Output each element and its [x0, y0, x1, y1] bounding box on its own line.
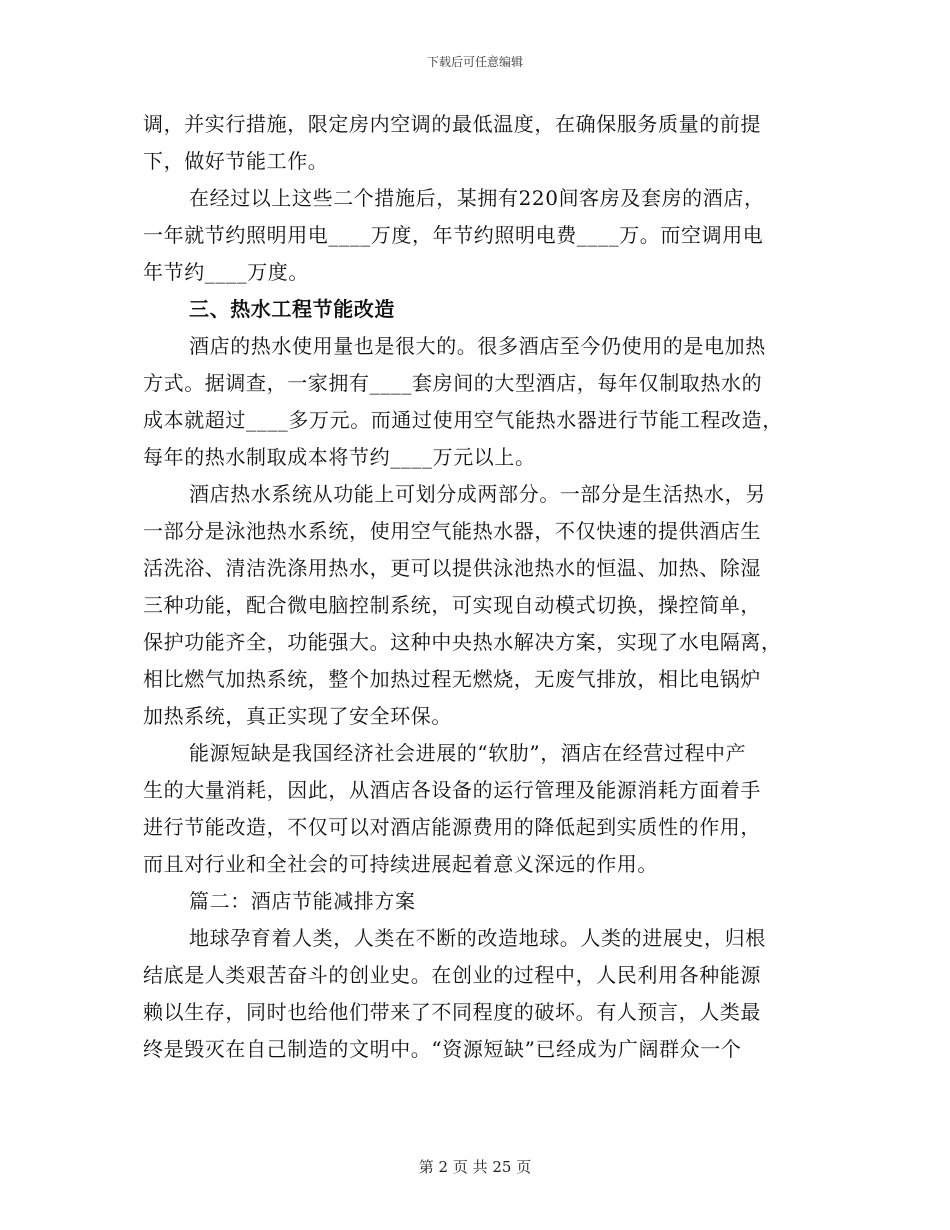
- article-subtitle: 篇二：酒店节能减排方案: [189, 889, 416, 913]
- text-line: 一年就节约照明用电____万度，年节约照明电费____万。而空调用电: [143, 223, 764, 247]
- text-line: 调，并实行措施，限定房内空调的最低温度，在确保服务质量的前提: [143, 112, 761, 136]
- text-line: 三种功能，配合微电脑控制系统，可实现自动模式切换，操控简单，: [143, 593, 761, 617]
- text-line: 下，做好节能工作。: [143, 149, 329, 173]
- text-line: 终是毁灭在自己制造的文明中。“资源短缺”已经成为广阔群众一个: [143, 1037, 742, 1061]
- text-line: 生的大量消耗，因此，从酒店各设备的运行管理及能源消耗方面着手: [143, 778, 761, 802]
- text-line: 活洗浴、清洁洗涤用热水，更可以提供泳池热水的恒温、加热、除湿: [143, 556, 761, 580]
- page-footer: 第 2 页 共 25 页: [418, 1158, 532, 1176]
- text-line: 相比燃气加热系统，整个加热过程无燃烧，无废气排放，相比电锅炉: [143, 667, 761, 691]
- text-line: 方式。据调查，一家拥有____套房间的大型酒店，每年仅制取热水的: [143, 371, 763, 395]
- text-line: 年节约____万度。: [143, 260, 309, 284]
- page-header: 下载后可任意编辑: [426, 55, 523, 69]
- paragraph-start: 能源短缺是我国经济社会进展的“软肋”，酒店在经营过程中产: [189, 741, 747, 765]
- text-line: 一部分是泳池热水系统，使用空气能热水器，不仅快速的提供酒店生: [143, 519, 761, 543]
- text-line: 成本就超过____多万元。而通过使用空气能热水器进行节能工程改造，: [143, 408, 783, 432]
- section-heading: 三、热水工程节能改造: [189, 297, 395, 321]
- document-body: [143, 106, 813, 1068]
- paragraph-start: 在经过以上这些二个措施后，某拥有220间客房及套房的酒店，: [189, 186, 765, 210]
- paragraph-start: 酒店热水系统从功能上可划分成两部分。一部分是生活热水，另: [189, 482, 766, 506]
- paragraph-start: 地球孕育着人类，人类在不断的改造地球。人类的进展史，归根: [189, 926, 766, 950]
- text-line: 加热系统，真正实现了安全环保。: [143, 704, 452, 728]
- text-line: 每年的热水制取成本将节约____万元以上。: [143, 445, 536, 469]
- text-line: 结底是人类艰苦奋斗的创业史。在创业的过程中，人民利用各种能源: [143, 963, 761, 987]
- text-line: 而且对行业和全社会的可持续进展起着意义深远的作用。: [143, 852, 658, 876]
- paragraph-start: 酒店的热水使用量也是很大的。很多酒店至今仍使用的是电加热: [189, 334, 766, 358]
- text-line: 赖以生存，同时也给他们带来了不同程度的破坏。有人预言，人类最: [143, 1000, 761, 1024]
- text-line: 进行节能改造，不仅可以对酒店能源费用的降低起到实质性的作用，: [143, 815, 761, 839]
- text-line: 保护功能齐全，功能强大。这种中央热水解决方案，实现了水电隔离，: [143, 630, 782, 654]
